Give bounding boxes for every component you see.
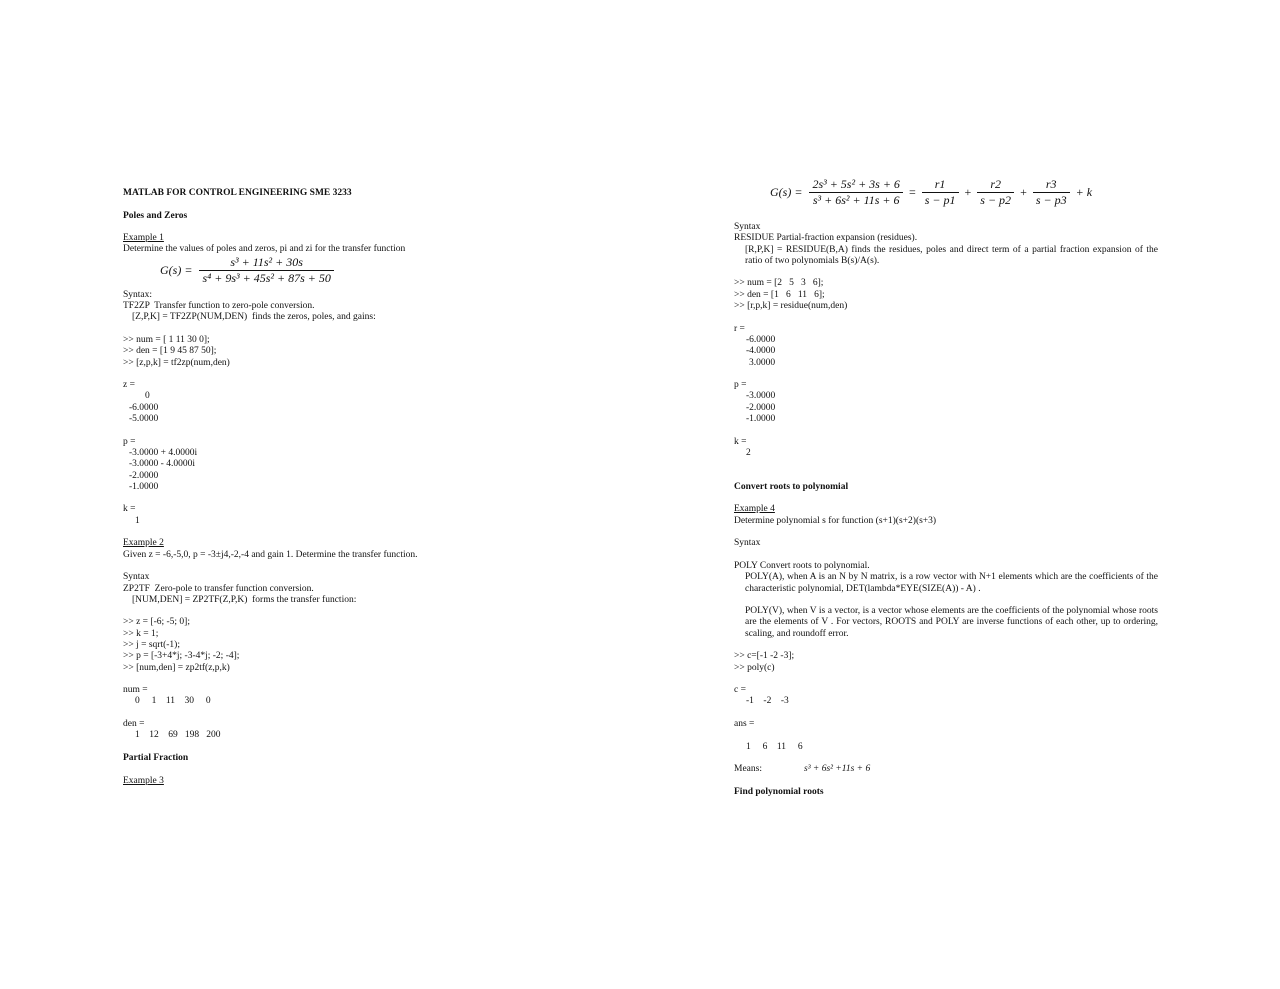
- p-value: -2.0000: [746, 402, 776, 413]
- example3-heading: Example 3: [123, 775, 164, 786]
- equation-3: [734, 178, 1158, 222]
- residue-description: RESIDUE Partial-fraction expansion (residues).: [734, 233, 918, 244]
- code-line: >> j = sqrt(-1);: [123, 639, 180, 650]
- num-label: num =: [123, 685, 148, 696]
- z-value: -6.0000: [129, 402, 159, 413]
- example4-text: Determine polynomial s for function (s+1)(s+2)(s+3): [734, 515, 937, 526]
- k-value: 2: [746, 447, 751, 458]
- equation-3-d2: s − p2: [980, 193, 1012, 207]
- example2-text: Given z = -6,-5,0, p = -3±j4,-2,-4 and gain 1. Determine the transfer function.: [123, 549, 418, 560]
- syntax3-label: Syntax: [734, 222, 761, 232]
- z-value: -5.0000: [129, 414, 159, 425]
- residue-usage: [R,P,K] = RESIDUE(B,A) finds the residues, poles and direct term of a partial fraction expansion of the ratio of two polynomials B(s)/A(s).: [745, 244, 1158, 266]
- code-line: >> k = 1;: [123, 628, 159, 639]
- den-values: 1 12 69 198 200: [135, 730, 221, 741]
- p-label: p =: [734, 380, 747, 391]
- equation-3-term2: [977, 178, 1014, 207]
- syntax2-label: Syntax: [123, 572, 150, 583]
- r-value: -4.0000: [746, 346, 776, 357]
- code-line: >> c=[-1 -2 -3];: [734, 651, 795, 662]
- example4-heading: Example 4: [734, 504, 775, 515]
- equation-3-plus: +: [1020, 184, 1027, 199]
- tf2zp-usage: [Z,P,K] = TF2ZP(NUM,DEN) finds the zeros, poles, and gains:: [132, 312, 376, 323]
- syntax4-label: Syntax: [734, 538, 761, 549]
- equation-3-term3: [1033, 178, 1070, 207]
- equation-3-r2: r2: [977, 178, 1014, 193]
- p-value: -3.0000 + 4.0000i: [129, 447, 198, 458]
- means-value: s³ + 6s² +11s + 6: [804, 764, 871, 775]
- equation-3-lhs: G(s) =: [770, 184, 803, 199]
- ans-values: 1 6 11 6: [746, 741, 803, 752]
- right-column: [734, 178, 1158, 798]
- equation-3-fraction: [809, 178, 903, 207]
- example1-text: Determine the values of poles and zeros, pi and zi for the transfer function: [123, 244, 406, 255]
- p-value: -1.0000: [129, 481, 159, 492]
- equation-3-equals: =: [908, 184, 916, 199]
- zp2tf-usage: [NUM,DEN] = ZP2TF(Z,P,K) forms the transfer function:: [132, 594, 357, 605]
- poly-description: POLY Convert roots to polynomial.: [734, 560, 870, 571]
- ans-label: ans =: [734, 719, 755, 730]
- section-find-roots: Find polynomial roots: [734, 786, 824, 797]
- num-values: 0 1 11 30 0: [135, 696, 211, 707]
- section-poles-zeros: Poles and Zeros: [123, 210, 188, 221]
- code-line: >> poly(c): [734, 662, 775, 673]
- equation-3-r1: r1: [922, 178, 959, 193]
- equation-1-lhs: G(s) =: [160, 262, 193, 277]
- k-label: k =: [734, 436, 747, 447]
- means-row: [734, 764, 1158, 775]
- c-values: -1 -2 -3: [746, 696, 789, 707]
- section-partial-fraction: Partial Fraction: [123, 752, 189, 763]
- equation-1-denominator: s⁴ + 9s³ + 45s² + 87s + 50: [202, 270, 331, 285]
- equation-3-plus: +: [964, 184, 972, 199]
- section-convert-roots: Convert roots to polynomial: [734, 481, 849, 492]
- example1-heading: Example 1: [123, 233, 164, 244]
- p-value: -3.0000 - 4.0000i: [129, 459, 195, 470]
- z-label: z =: [123, 380, 135, 391]
- poly-paragraph-2: POLY(V), when V is a vector, is a vector whose elements are the coefficients of the polynomial whose roots are the elements of V . For vectors, ROOTS and POLY are inverse functions of each other, up to ordering, scaling, and roundoff error.: [745, 606, 1158, 639]
- document-title: MATLAB FOR CONTROL ENGINEERING SME 3233: [123, 188, 352, 198]
- p-value: -2.0000: [129, 470, 159, 481]
- p-value: -3.0000: [746, 391, 776, 402]
- k-value: 1: [135, 515, 140, 526]
- r-label: r =: [734, 323, 745, 334]
- r-value: -6.0000: [746, 334, 776, 345]
- code-line: >> [r,p,k] = residue(num,den): [734, 301, 848, 312]
- equation-1-numerator: s³ + 11s² + 30s: [199, 256, 333, 271]
- code-line: >> z = [-6; -5; 0];: [123, 617, 190, 628]
- equation-1-fraction: [199, 256, 333, 285]
- r-value: 3.0000: [749, 357, 776, 368]
- code-line: >> p = [-3+4*j; -3-4*j; -2; -4];: [123, 651, 240, 662]
- left-column: [123, 188, 583, 787]
- code-line: >> num = [ 1 11 30 0];: [123, 334, 210, 345]
- k-label: k =: [123, 504, 136, 515]
- p-value: -1.0000: [746, 414, 776, 425]
- zp2tf-description: ZP2TF Zero-pole to transfer function conversion.: [123, 583, 314, 594]
- syntax1-label: Syntax:: [123, 289, 153, 300]
- equation-3-denominator: s³ + 6s² + 11s + 6: [812, 193, 900, 207]
- tf2zp-description: TF2ZP Transfer function to zero-pole conversion.: [123, 301, 315, 312]
- p-label: p =: [123, 436, 136, 447]
- code-line: >> [num,den] = zp2tf(z,p,k): [123, 662, 230, 673]
- equation-1: [123, 256, 583, 290]
- means-label: Means:: [734, 764, 762, 775]
- equation-3-d1: s − p1: [924, 193, 956, 207]
- code-line: >> [z,p,k] = tf2zp(num,den): [123, 357, 230, 368]
- poly-paragraph-1: POLY(A), when A is an N by N matrix, is a row vector with N+1 elements which are the coefficients of the characteristic polynomial, DET(lambda*EYE(SIZE(A)) - A) .: [745, 572, 1158, 594]
- c-label: c =: [734, 685, 746, 696]
- code-line: >> den = [1 9 45 87 50];: [123, 346, 217, 357]
- equation-3-d3: s − p3: [1035, 193, 1067, 207]
- equation-3-numerator: 2s³ + 5s² + 3s + 6: [809, 178, 903, 193]
- code-line: >> den = [1 6 11 6];: [734, 289, 825, 300]
- z-value: 0: [145, 391, 150, 402]
- code-line: >> num = [2 5 3 6];: [734, 278, 824, 289]
- equation-3-r3: r3: [1033, 178, 1070, 193]
- den-label: den =: [123, 719, 145, 730]
- equation-3-term1: [922, 178, 959, 207]
- example2-heading: Example 2: [123, 538, 164, 549]
- equation-3-direct-term: + k: [1075, 184, 1093, 199]
